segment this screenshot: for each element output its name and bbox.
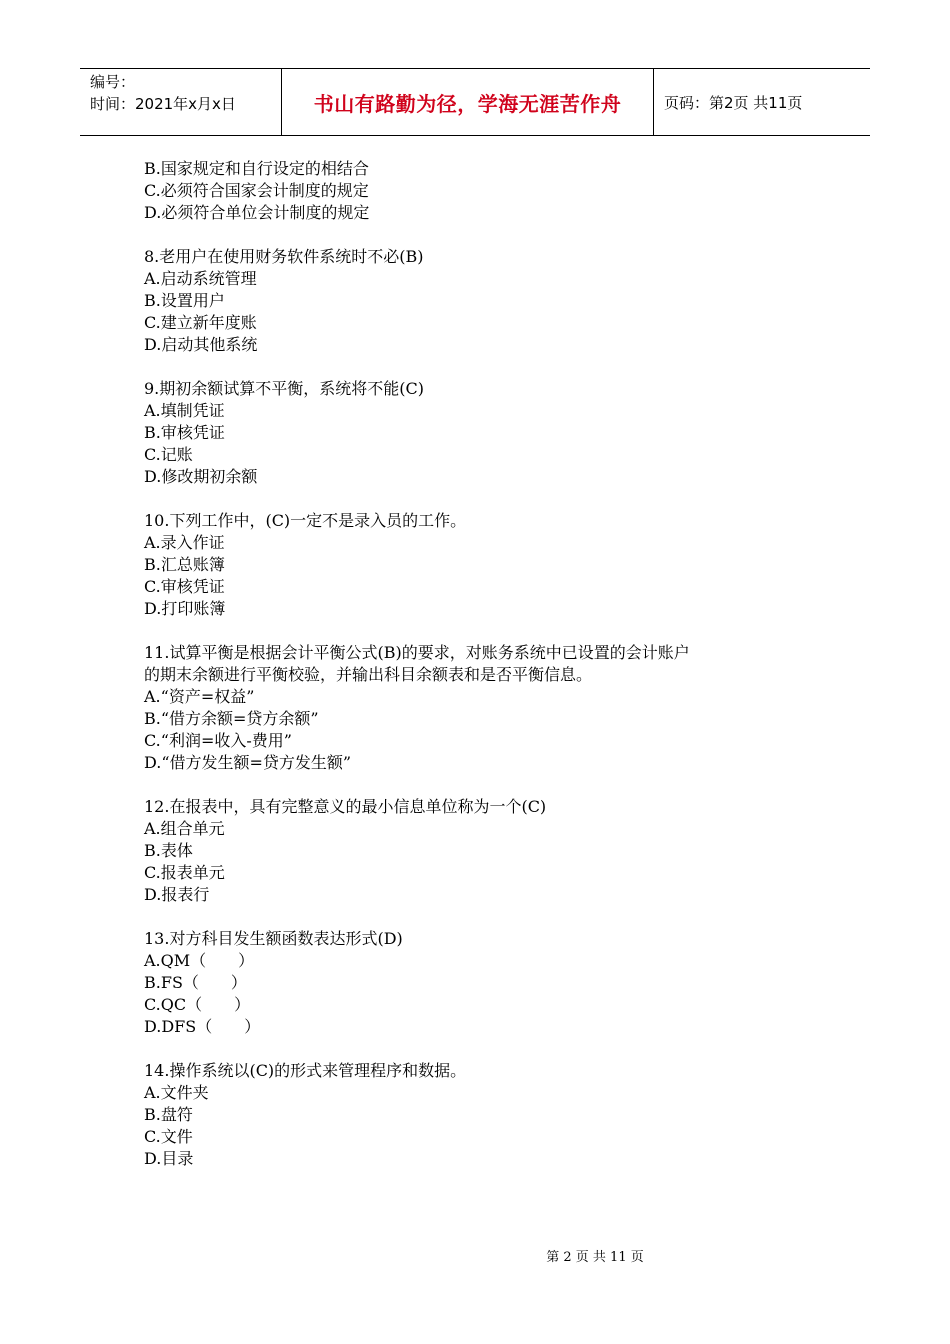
answer-option: B.FS（ ） [144, 973, 247, 992]
answer-option: C.“利润=收入-费用” [144, 731, 292, 750]
answer-option: A.组合单元 [144, 819, 225, 838]
answer-option: A.QM（ ） [144, 951, 255, 970]
question-block [144, 928, 844, 1038]
question-gap [144, 620, 844, 642]
answer-option: C.报表单元 [144, 863, 225, 882]
answer-option: B.盘符 [144, 1105, 193, 1124]
header-motto-cell [282, 69, 654, 135]
answer-option: B.设置用户 [144, 291, 225, 310]
question-text: 9.期初余额试算不平衡，系统将不能(C) [144, 379, 424, 398]
answer-option: A.文件夹 [144, 1083, 209, 1102]
header-info-cell [80, 69, 282, 135]
answer-option: B.国家规定和自行设定的相结合 [144, 159, 369, 178]
page-footer: 第 2 页 共 11 页 [546, 1250, 644, 1265]
question-gap [144, 224, 844, 246]
question-text: 13.对方科目发生额函数表达形式(D) [144, 929, 403, 948]
answer-option: C.记账 [144, 445, 193, 464]
answer-option: D.报表行 [144, 885, 210, 904]
answer-option: A.启动系统管理 [144, 269, 257, 288]
number-label: 编号： [90, 73, 136, 91]
answer-option: C.文件 [144, 1127, 193, 1146]
question-gap [144, 906, 844, 928]
question-block [144, 1060, 844, 1170]
answer-option: D.“借方发生额=贷方发生额” [144, 753, 352, 772]
answer-option: C.必须符合国家会计制度的规定 [144, 181, 369, 200]
answer-option: C.建立新年度账 [144, 313, 257, 332]
question-gap [144, 774, 844, 796]
question-text: 的期末余额进行平衡校验，并输出科目余额表和是否平衡信息。 [144, 665, 593, 684]
page-info: 页码：第2页 共11页 [664, 93, 803, 112]
answer-option: D.启动其他系统 [144, 335, 258, 354]
answer-option: B.审核凭证 [144, 423, 225, 442]
question-text: 14.操作系统以(C)的形式来管理程序和数据。 [144, 1061, 467, 1080]
question-gap [144, 1038, 844, 1060]
question-gap [144, 356, 844, 378]
answer-option: C.QC（ ） [144, 995, 251, 1014]
question-block [144, 246, 844, 356]
answer-option: B.“借方余额=贷方余额” [144, 709, 319, 728]
page-header [80, 68, 870, 136]
answer-option: A.填制凭证 [144, 401, 225, 420]
motto-text: 书山有路勤为径，学海无涯苦作舟 [313, 91, 622, 116]
answer-option: D.DFS（ ） [144, 1017, 261, 1036]
answer-option: D.打印账簿 [144, 599, 226, 618]
answer-option: D.目录 [144, 1149, 194, 1168]
question-block [144, 796, 844, 906]
question-block [144, 510, 844, 620]
answer-option: D.修改期初余额 [144, 467, 258, 486]
answer-option: C.审核凭证 [144, 577, 225, 596]
answer-option: B.表体 [144, 841, 193, 860]
answer-option: A.录入作证 [144, 533, 225, 552]
question-block [144, 158, 844, 224]
answer-option: A.“资产=权益” [144, 687, 255, 706]
question-list [144, 158, 844, 1170]
question-block [144, 642, 844, 774]
time-label: 时间：2021年x月x日 [90, 95, 236, 113]
question-block [144, 378, 844, 488]
answer-option: B.汇总账簿 [144, 555, 225, 574]
question-text: 10.下列工作中，(C)一定不是录入员的工作。 [144, 511, 467, 530]
header-page-cell [654, 69, 870, 135]
question-gap [144, 488, 844, 510]
question-text: 8.老用户在使用财务软件系统时不必(B) [144, 247, 424, 266]
answer-option: D.必须符合单位会计制度的规定 [144, 203, 370, 222]
question-text: 12.在报表中，具有完整意义的最小信息单位称为一个(C) [144, 797, 547, 816]
question-text: 11.试算平衡是根据会计平衡公式(B)的要求，对账务系统中已设置的会计账户 [144, 643, 690, 662]
